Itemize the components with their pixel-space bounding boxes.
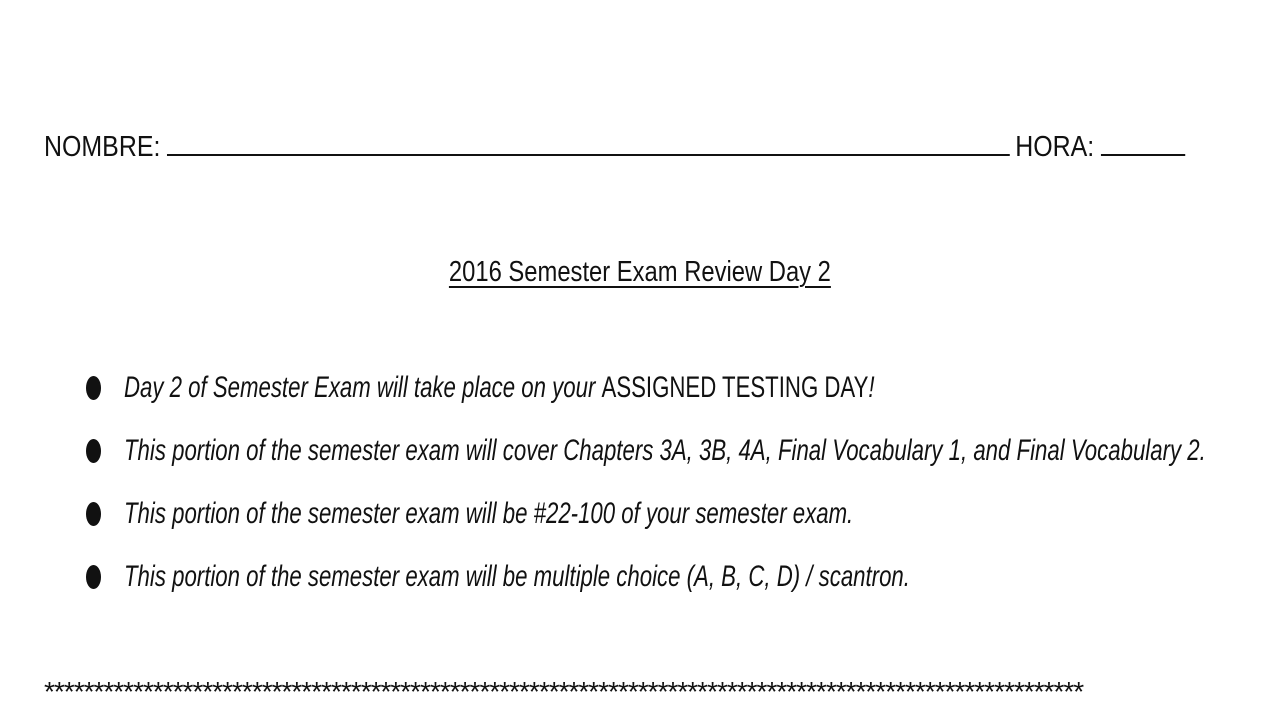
bullet-text-emphasis: ASSIGNED TESTING DAY	[601, 371, 869, 404]
bullet-text: This portion of the semester exam will be #22-100 of your semester exam.	[124, 497, 854, 530]
page-title-container	[0, 250, 1280, 294]
list-item	[86, 492, 1266, 555]
hora-blank-field[interactable]	[1101, 124, 1185, 156]
bullet-icon	[86, 565, 101, 589]
instruction-list	[86, 366, 1266, 618]
bullet-text: This portion of the semester exam will cover Chapters 3A, 3B, 4A, Final Vocabulary 1, and Final Vocabulary 2.	[124, 434, 1206, 467]
list-item	[86, 555, 1266, 618]
hora-label: HORA:	[1015, 131, 1095, 163]
bullet-icon	[86, 502, 101, 526]
nombre-blank-field[interactable]	[167, 124, 1010, 156]
name-hour-line	[44, 124, 1095, 168]
page-title: 2016 Semester Exam Review Day 2	[449, 256, 831, 288]
bullet-text-main: Day 2 of Semester Exam will take place on your	[124, 371, 602, 404]
bullet-text	[124, 366, 875, 410]
list-item	[86, 366, 1266, 429]
bullet-icon	[86, 376, 101, 400]
nombre-label: NOMBRE:	[44, 131, 161, 163]
bullet-text-suffix: !	[868, 371, 875, 404]
list-item	[86, 429, 1266, 492]
asterisk-divider: *********************************************************************************************************	[44, 676, 1084, 707]
bullet-icon	[86, 439, 101, 463]
bullet-text: This portion of the semester exam will be multiple choice (A, B, C, D) / scantron.	[124, 560, 910, 593]
